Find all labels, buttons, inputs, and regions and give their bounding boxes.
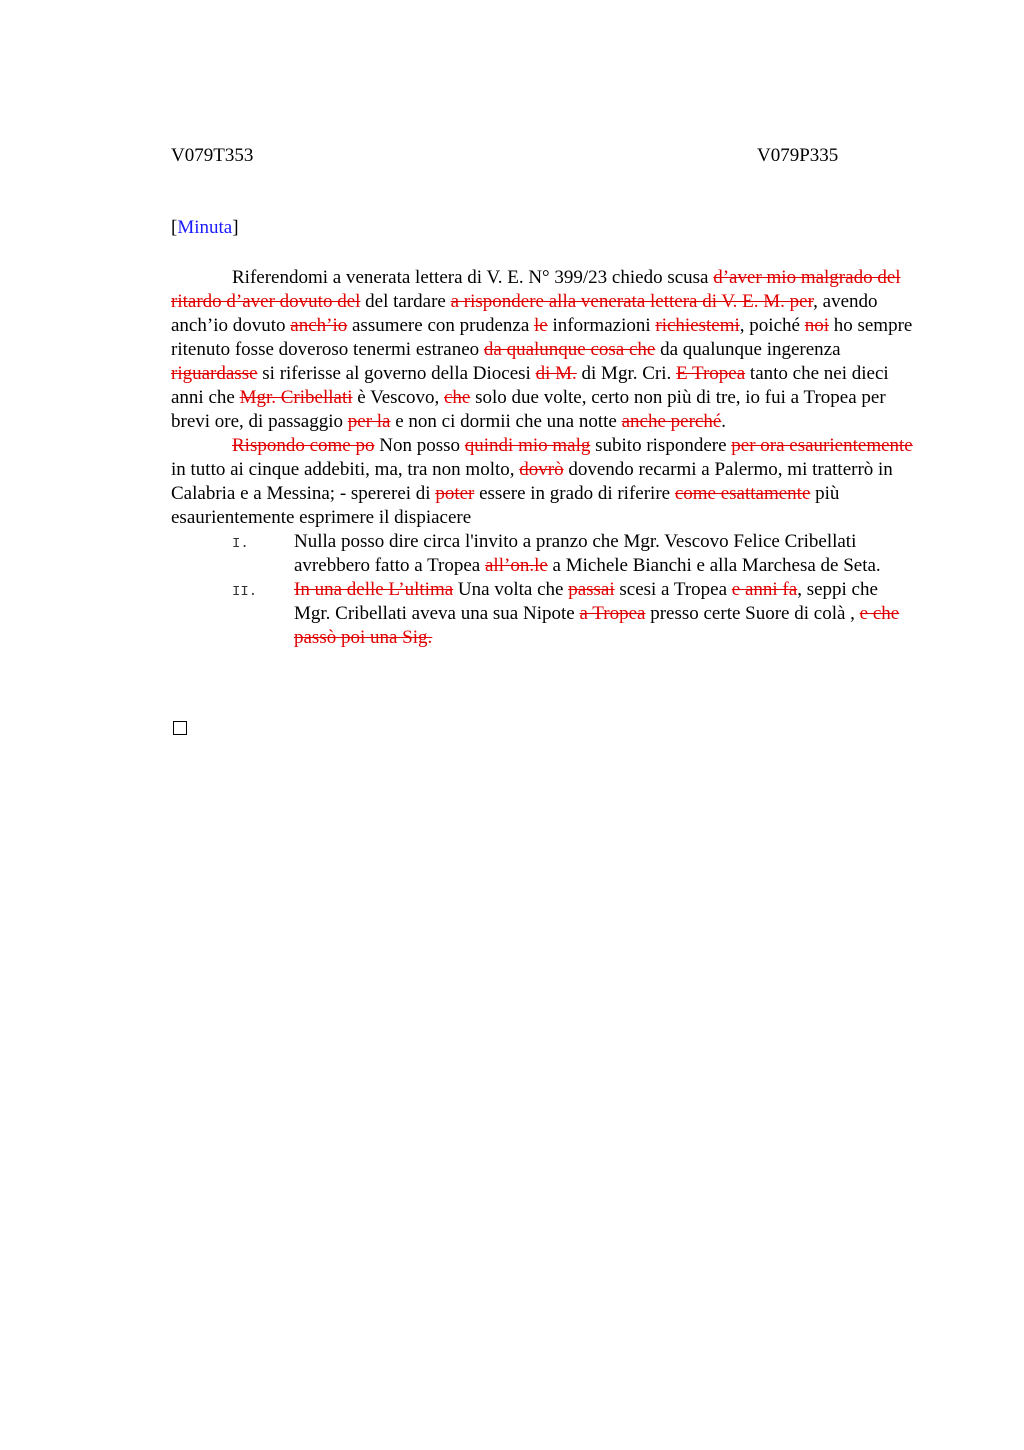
- deleted-text: anch’io: [290, 315, 348, 336]
- text-segment: da qualunque ingerenza: [655, 339, 841, 360]
- text-segment: Nulla posso dire circa l'invito a pranzo che Mgr. Vescovo Felice Cribellati avrebbero fatto a Tropea: [294, 531, 857, 576]
- text-segment: del tardare: [360, 291, 451, 312]
- text-segment: dovendo recarmi a Palermo, mi tratterrò in Calabria e a Messina; - spererei di: [171, 459, 893, 504]
- deleted-text: d’aver mio malgrado del ritardo d’aver dovuto del: [171, 267, 901, 312]
- text-segment: scesi a Tropea: [614, 579, 732, 600]
- deleted-text: In una delle L’ultima: [294, 579, 454, 600]
- text-segment: Riferendomi a venerata lettera di V. E. N° 399/23 chiedo scusa: [232, 267, 714, 288]
- text-segment: informazioni: [547, 315, 656, 336]
- deleted-text: noi: [804, 315, 829, 336]
- text-segment: .: [721, 411, 727, 432]
- deleted-text: per ora esaurientemente: [731, 435, 913, 456]
- deleted-text: e anni fa: [731, 579, 798, 600]
- label-close-bracket: ]: [232, 217, 239, 238]
- text-segment: e non ci dormii che una notte: [390, 411, 622, 432]
- deleted-text: a Tropea: [579, 603, 646, 624]
- numbered-list: [171, 530, 916, 650]
- deleted-text: per la: [347, 411, 391, 432]
- document-code-right: V079P335: [757, 145, 839, 166]
- deleted-text: quindi mio malg: [464, 435, 591, 456]
- text-segment: è Vescovo,: [352, 387, 444, 408]
- deleted-text: che: [443, 387, 471, 408]
- deleted-text: dovrò: [519, 459, 564, 480]
- deleted-text: Rispondo come po: [232, 435, 375, 456]
- text-segment: Non posso: [374, 435, 465, 456]
- text-segment: in tutto ai cinque addebiti, ma, tra non molto,: [171, 459, 520, 480]
- draft-label: [171, 217, 239, 239]
- deleted-text: richiestemi: [655, 315, 740, 336]
- deleted-text: Mgr. Cribellati: [239, 387, 353, 408]
- text-segment: , avendo anch’io dovuto: [171, 291, 878, 336]
- deleted-text: le: [534, 315, 548, 336]
- deleted-text: all’on.le: [485, 555, 548, 576]
- deleted-text: a rispondere alla venerata lettera di V. E. M. per: [450, 291, 814, 312]
- checkbox-square: [173, 721, 187, 735]
- list-item-number: II.: [232, 584, 258, 600]
- paragraph-2: [171, 434, 916, 530]
- text-segment: si riferisse al governo della Diocesi: [257, 363, 536, 384]
- text-segment: essere in grado di riferire: [474, 483, 675, 504]
- label-text: Minuta: [177, 217, 233, 238]
- text-segment: , seppi che Mgr. Cribellati aveva una sua Nipote: [294, 579, 878, 624]
- list-item-number: I.: [232, 536, 249, 552]
- deleted-text: poter: [435, 483, 475, 504]
- text-segment: , poiché: [739, 315, 805, 336]
- letter-body: [171, 266, 916, 650]
- deleted-text: passai: [568, 579, 615, 600]
- text-segment: presso certe Suore di colà ,: [645, 603, 860, 624]
- text-segment: Una volta che: [453, 579, 569, 600]
- deleted-text: come esattamente: [674, 483, 811, 504]
- label-open-bracket: [: [171, 217, 178, 238]
- text-segment: a Michele Bianchi e alla Marchesa de Seta.: [547, 555, 881, 576]
- list-item: [171, 530, 916, 578]
- text-segment: tanto che nei dieci anni che: [171, 363, 889, 408]
- text-segment: ho sempre ritenuto fosse doveroso tenermi estraneo: [171, 315, 913, 360]
- text-segment: subito rispondere: [590, 435, 732, 456]
- document-code-left: V079T353: [171, 145, 254, 166]
- text-segment: solo due volte, certo non più di tre, io fui a Tropea per brevi ore, di passaggio: [171, 387, 886, 432]
- deleted-text: E Tropea: [676, 363, 746, 384]
- deleted-text: da qualunque cosa che: [483, 339, 656, 360]
- deleted-text: e che passò poi una Sig.: [294, 603, 900, 648]
- deleted-text: anche perché: [621, 411, 722, 432]
- deleted-text: riguardasse: [171, 363, 258, 384]
- list-item: [171, 578, 916, 650]
- text-segment: di Mgr. Cri.: [576, 363, 677, 384]
- deleted-text: di M.: [535, 363, 577, 384]
- text-segment: più esaurientemente esprimere il dispiacere: [171, 483, 840, 528]
- paragraph-1: [171, 266, 916, 434]
- text-segment: assumere con prudenza: [347, 315, 535, 336]
